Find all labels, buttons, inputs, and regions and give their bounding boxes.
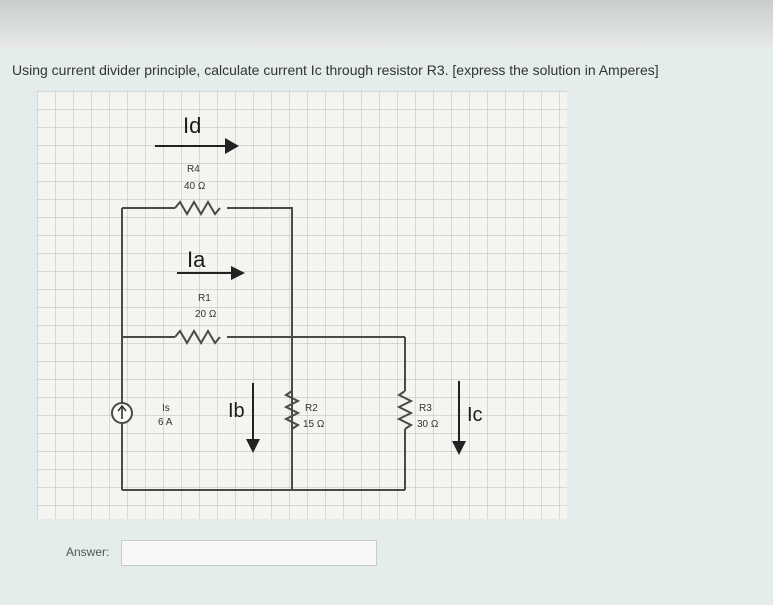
- label-ic: Ic: [467, 404, 483, 426]
- top-strip: [0, 0, 773, 48]
- label-r1-value: 20 Ω: [195, 309, 217, 320]
- label-r2-value: 15 Ω: [303, 419, 325, 430]
- circuit-diagram: [37, 91, 567, 519]
- label-ia: Ia: [187, 247, 206, 272]
- label-r3-value: 30 Ω: [417, 419, 439, 430]
- label-r4-name: R4: [187, 164, 200, 175]
- circuit-svg: [37, 91, 567, 519]
- ic-arrow-head-icon: [452, 441, 466, 455]
- label-source-name: Is: [162, 403, 170, 414]
- ia-arrow-head-icon: [231, 266, 245, 280]
- ib-arrow-head-icon: [246, 439, 260, 453]
- label-r2-name: R2: [305, 403, 318, 414]
- answer-input[interactable]: [121, 540, 377, 566]
- question-text: Using current divider principle, calculate current Ic through resistor R3. [express the solution in Amperes]: [12, 62, 659, 78]
- id-arrow-head-icon: [225, 138, 239, 154]
- resistor-r4-zigzag: [175, 202, 220, 214]
- resistor-r1-zigzag: [175, 331, 220, 343]
- label-source-value: 6 A: [158, 417, 173, 428]
- wire-top-right: [227, 208, 292, 490]
- label-r3-name: R3: [419, 403, 432, 414]
- resistor-r3-zigzag: [399, 391, 411, 429]
- label-r1-name: R1: [198, 293, 211, 304]
- label-ib: Ib: [228, 400, 245, 422]
- label-r4-value: 40 Ω: [184, 181, 206, 192]
- label-id: Id: [183, 113, 202, 138]
- answer-label: Answer:: [66, 545, 110, 559]
